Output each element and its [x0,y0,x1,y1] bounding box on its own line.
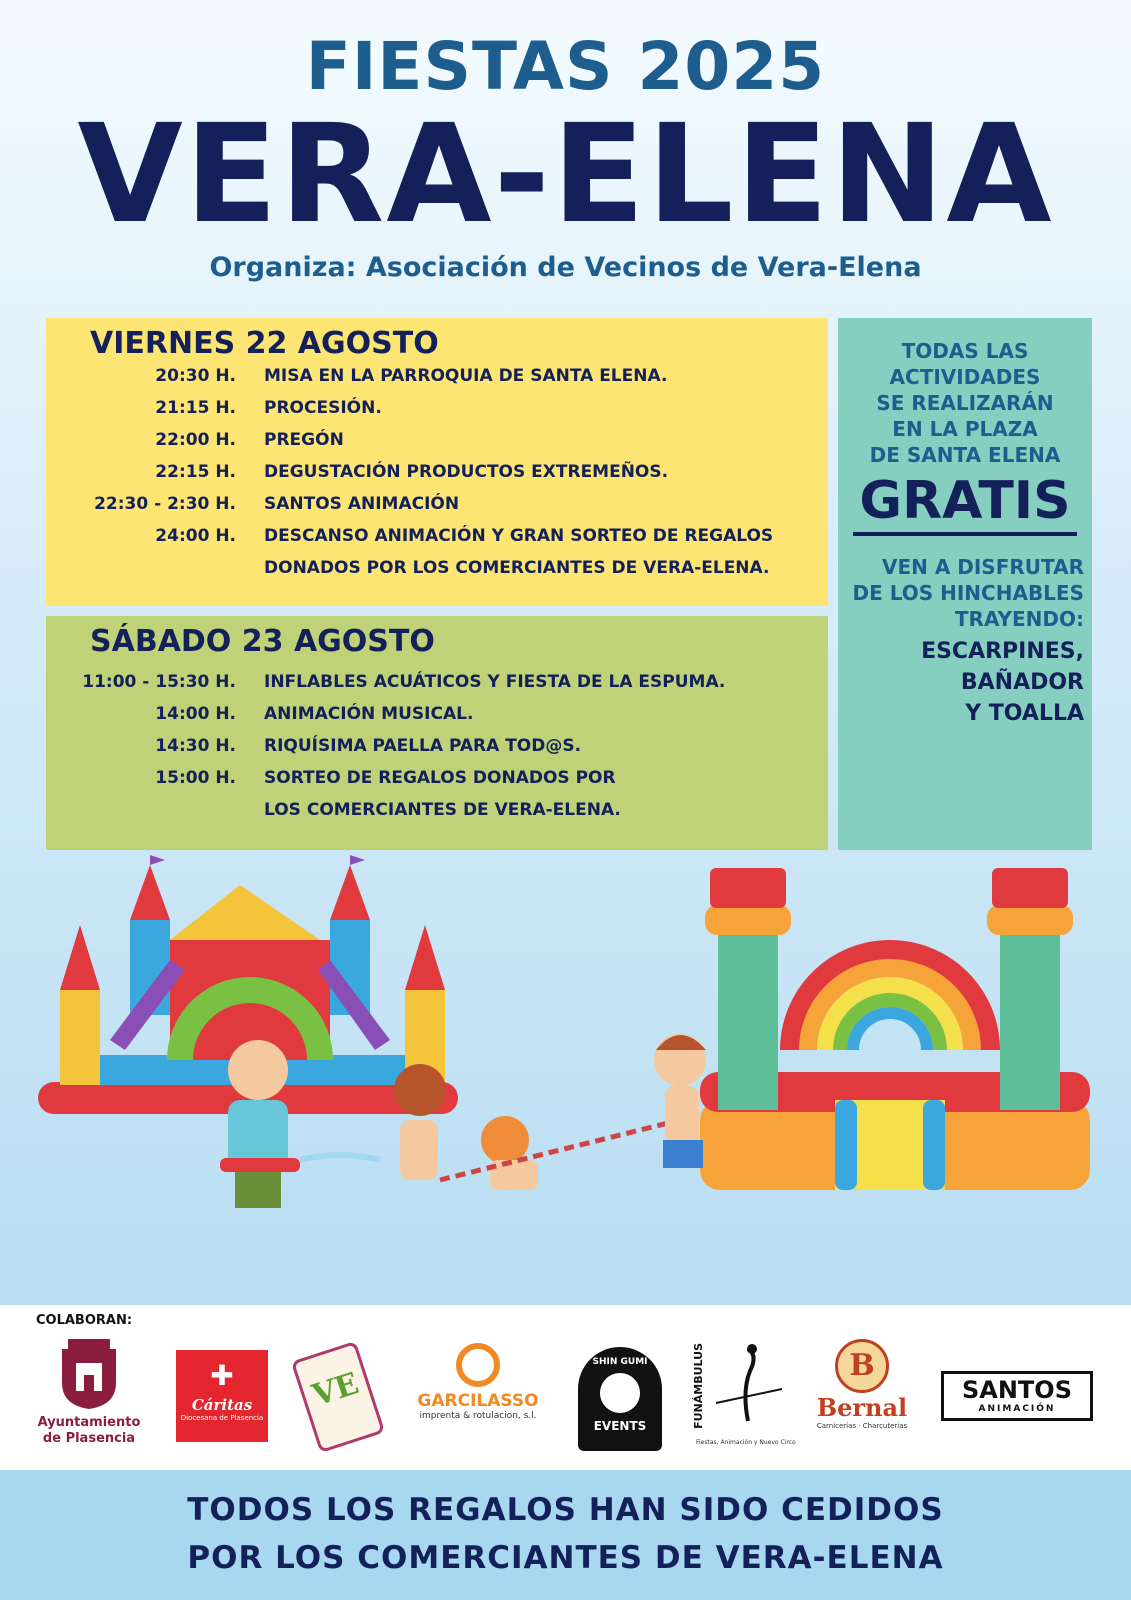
collab-label: COLABORAN: [36,1313,133,1328]
bernal-name: Bernal [816,1393,908,1422]
venue-line: TODAS LAS [901,339,1029,363]
item-line: BAÑADOR [960,670,1084,695]
organizer: Organiza: Asociación de Vecinos de Vera-Elena [209,252,922,283]
event-text: ANIMACIÓN MUSICAL. [264,704,474,724]
logo-vera-elena-tag [298,1341,378,1451]
event-time: 14:30 H. [155,736,236,756]
tightrope-walker-icon [714,1341,784,1431]
friday-title: VIERNES 22 AGOSTO [90,326,439,361]
event-text: PROCESIÓN. [264,398,382,418]
tag-icon [291,1341,385,1453]
logo-funambulus [692,1335,796,1465]
funambulus-name: FUNÁMBULUS [692,1343,705,1429]
bouncy-castle-illustration [0,850,1131,1305]
saturday-panel [46,616,828,850]
venue-text [838,338,1092,468]
event-text: PREGÓN [264,430,344,450]
venue-line: SE REALIZARÁN [876,391,1054,415]
right-bouncy-castle [700,868,1090,1190]
logo-ayuntamiento [34,1335,144,1465]
logo-santos [941,1371,1093,1421]
santos-sub: ANIMACIÓN [978,1404,1056,1414]
event-text: INFLABLES ACUÁTICOS Y FIESTA DE LA ESPUMA. [264,672,726,692]
collaborators-strip [0,1305,1131,1470]
info-box [838,318,1092,850]
title-year: FIESTAS 2025 [305,28,826,105]
footer-line: POR LOS COMERCIANTES DE VERA-ELENA [187,1540,944,1576]
item-line: ESCARPINES, [921,639,1084,664]
event-time: 22:30 - 2:30 H. [94,494,236,514]
ayto-line: Ayuntamiento [37,1415,141,1430]
cross-icon: ✚ [210,1359,234,1392]
venue-line: DE SANTA ELENA [869,443,1061,467]
logo-garcilasso [408,1335,548,1465]
bernal-emblem-icon: B [835,1339,889,1393]
shingumi-top: SHIN GUMI [592,1357,648,1367]
items-list [838,636,1092,729]
event-text: DESCANSO ANIMACIÓN Y GRAN SORTEO DE REGALOS [264,526,774,546]
logo-caritas [176,1350,268,1442]
bring-line: DE LOS HINCHABLES [852,581,1084,605]
venue-line: EN LA PLAZA [892,417,1038,441]
divider [853,532,1077,536]
event-time: 22:15 H. [155,462,236,482]
ayto-line: de Plasencia [42,1431,136,1446]
bring-line: TRAYENDO: [954,607,1084,631]
event-text: MISA EN LA PARROQUIA DE SANTA ELENA. [264,366,668,386]
event-text: DEGUSTACIÓN PRODUCTOS EXTREMEÑOS. [264,462,669,482]
item-line: Y TOALLA [965,701,1084,726]
event-text: LOS COMERCIANTES DE VERA-ELENA. [264,800,621,820]
funambulus-sub: Fiestas, Animación y Nuevo Circo [696,1439,796,1446]
event-time: 24:00 H. [155,526,236,546]
panda-icon [600,1373,640,1413]
event-text: DONADOS POR LOS COMERCIANTES DE VERA-ELENA. [264,558,770,578]
shingumi-bottom: EVENTS [593,1419,647,1433]
event-time: 21:15 H. [155,398,236,418]
g-emblem-icon [456,1343,500,1387]
garcilasso-sub: imprenta & rotulacion, s.l. [419,1411,537,1421]
event-text: SANTOS ANIMACIÓN [264,494,460,514]
coat-of-arms-icon [54,1335,124,1411]
free-label: GRATIS [859,471,1071,531]
garcilasso-name: GARCILASSO [417,1391,539,1411]
friday-panel [46,318,828,606]
event-time: 20:30 H. [155,366,236,386]
tag-letters: VE [308,1366,364,1414]
title-main: VERA-ELENA [77,96,1054,254]
bernal-sub: Carnicerías · Charcuterías [816,1422,908,1430]
santos-name: SANTOS [961,1376,1072,1404]
caritas-name: Cáritas [191,1396,253,1414]
logo-bernal [812,1335,912,1465]
event-time: 15:00 H. [155,768,236,788]
caritas-sub: Diocesana de Plasencia [180,1414,264,1422]
bring-line: VEN A DISFRUTAR [881,555,1084,579]
footer-banner [0,1470,1131,1600]
venue-line: ACTIVIDADES [889,365,1041,389]
footer-line: TODOS LOS REGALOS HAN SIDO CEDIDOS [187,1492,944,1528]
logo-shin-gumi [578,1347,662,1451]
event-time: 22:00 H. [155,430,236,450]
event-time: 11:00 - 15:30 H. [82,672,236,692]
event-text: SORTEO DE REGALOS DONADOS POR [264,768,616,788]
event-time: 14:00 H. [155,704,236,724]
saturday-title: SÁBADO 23 AGOSTO [90,624,435,659]
event-text: RIQUÍSIMA PAELLA PARA TOD@S. [264,736,582,756]
bring-text [838,554,1092,632]
